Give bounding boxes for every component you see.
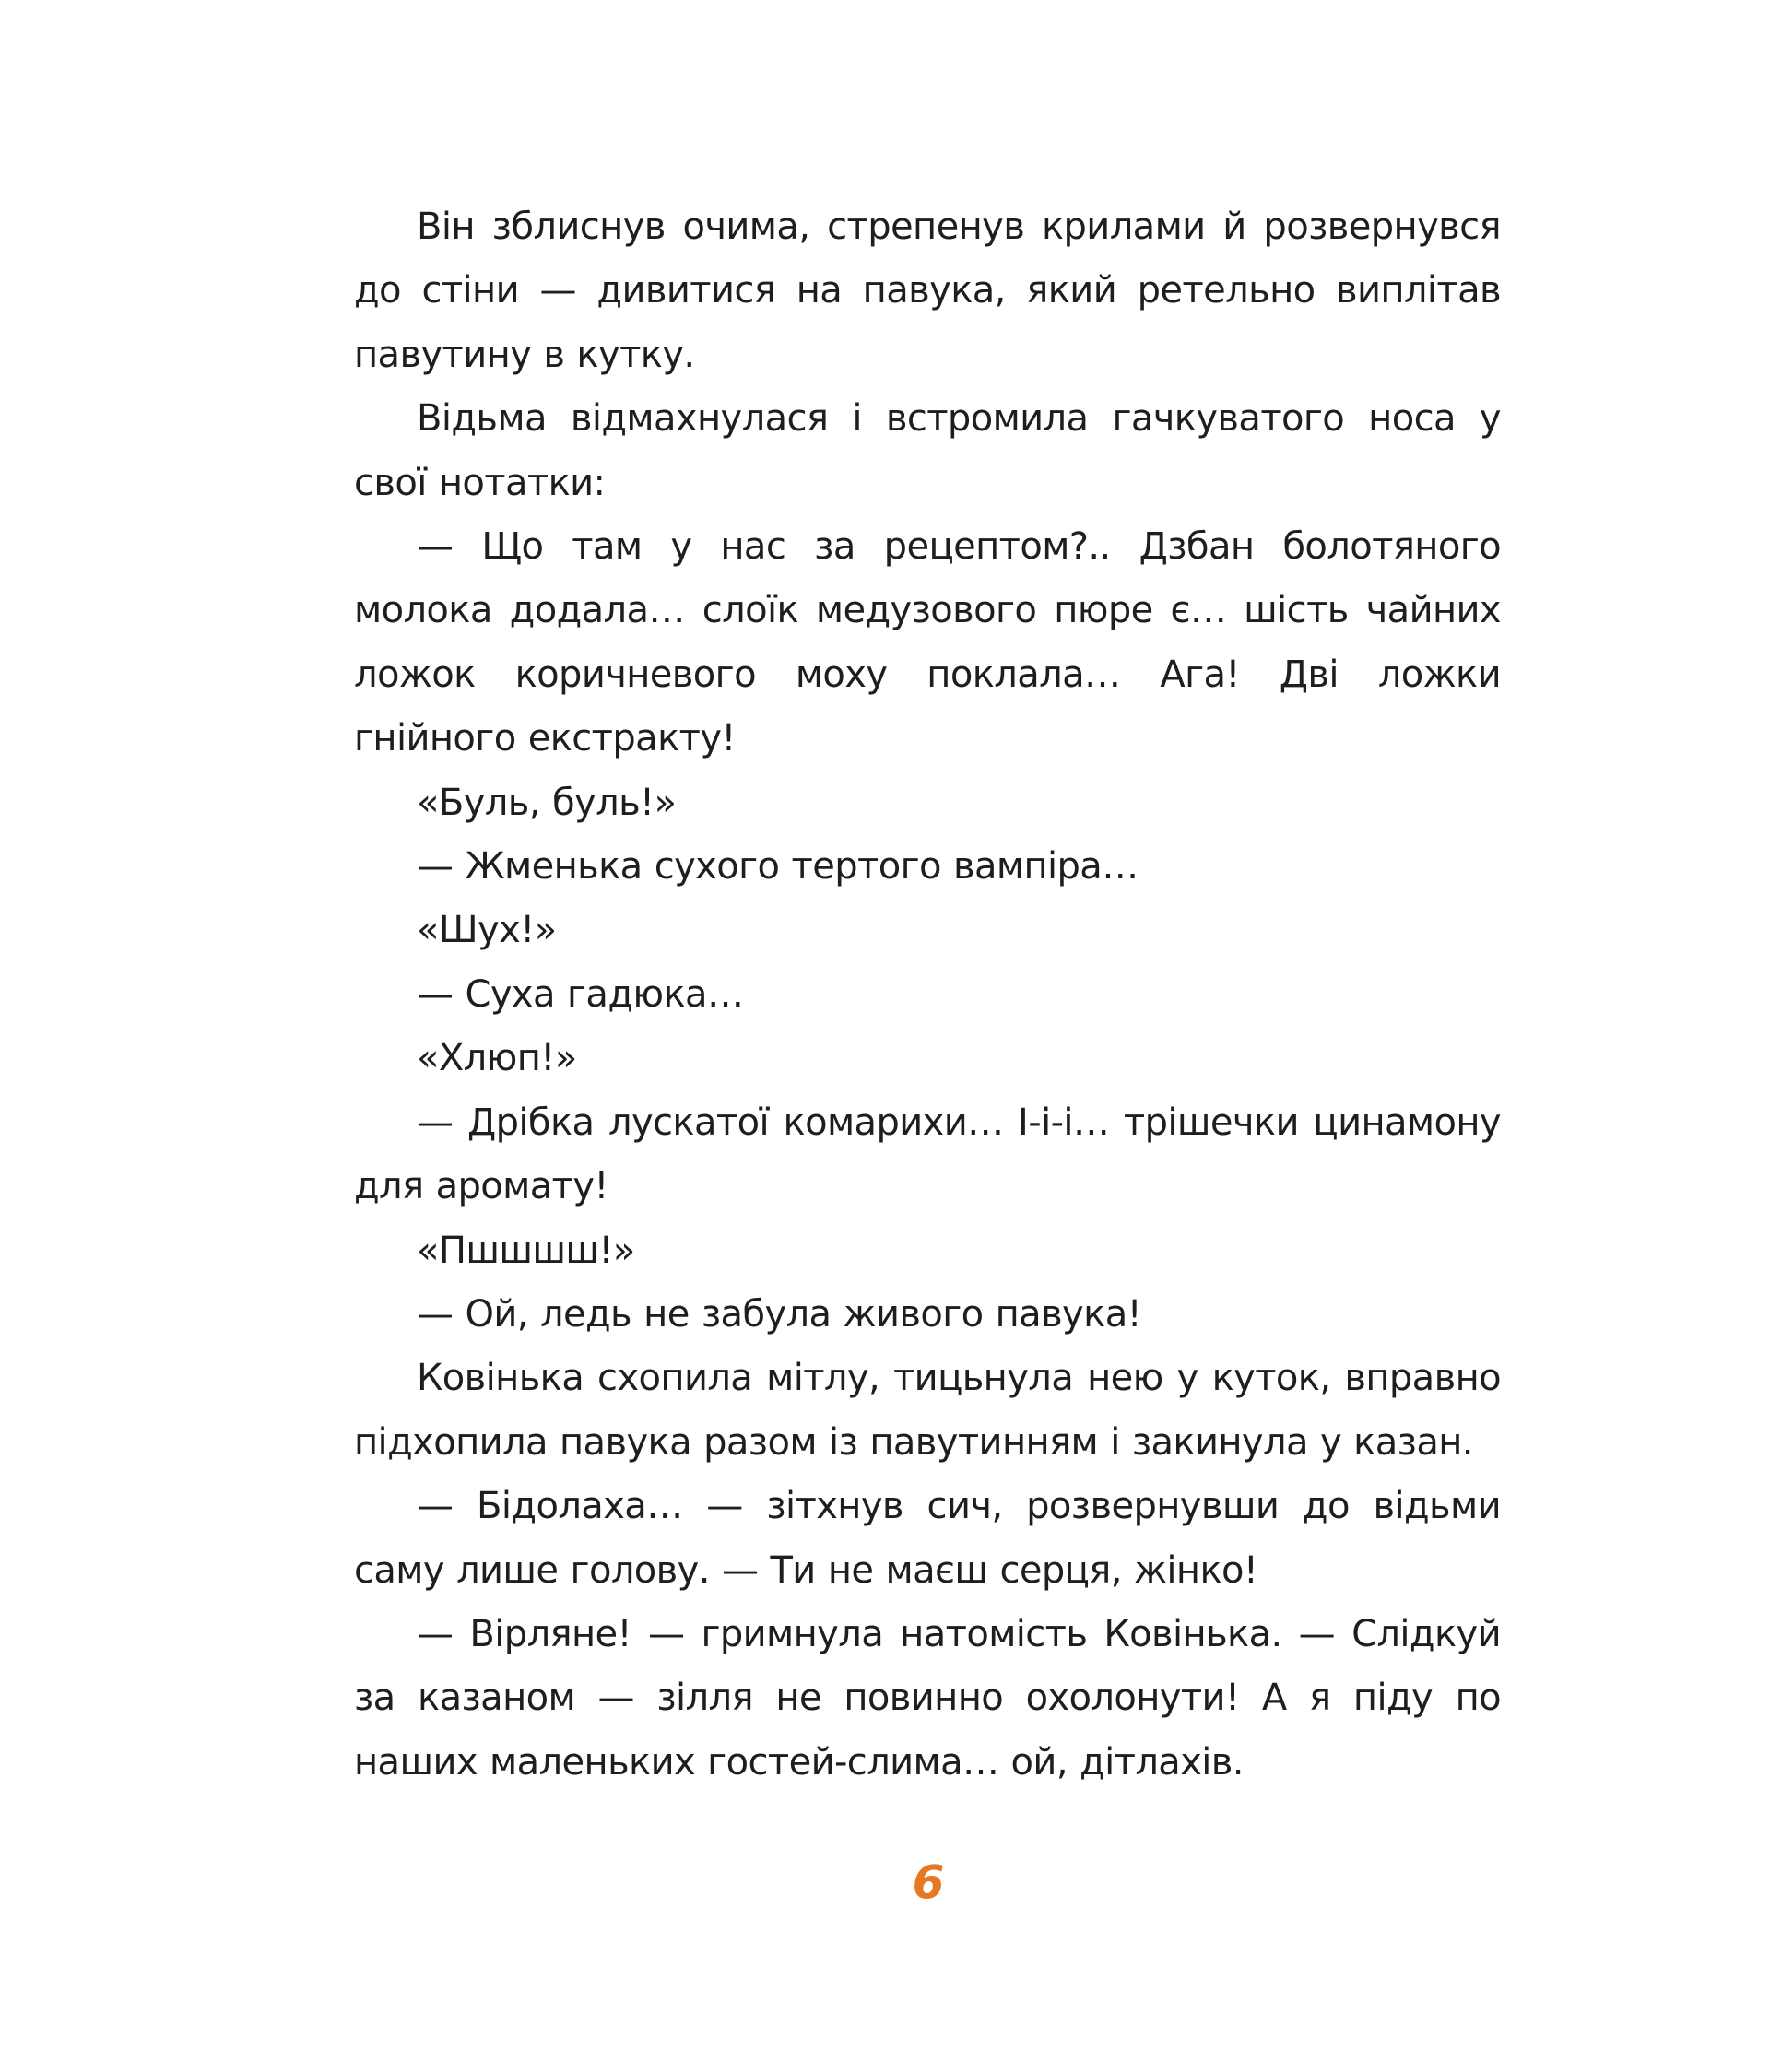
paragraph: — Ой, ледь не забула живого павука! (417, 1292, 1142, 1336)
paragraph: — Бідолаха… — зітхнув сич, розвернувши до відьми саму лише голову. — Ти не маєш серця, жінко! (354, 1485, 1501, 1592)
paragraph: «Буль, буль!» (417, 781, 677, 824)
paragraph: Відьма відмахнулася і встромила гачкуватого носа у свої нотатки: (354, 397, 1501, 504)
paragraph: — Що там у нас за рецептом?.. Дзбан болотяного молока додала… слоїк медузового пюре є… шість чайних ложок коричневого моху поклала… Ага! Дві ложки гнійного екстракту! (354, 525, 1501, 760)
paragraph: «Шух!» (417, 909, 557, 952)
paragraph: «Хлюп!» (417, 1037, 577, 1080)
paragraph: Ковінька схопила мітлу, тицьнула нею у куток, вправно підхопила павука разом із павутинням і закинула у казан. (354, 1357, 1501, 1464)
paragraph: — Дрібка лускатої комарихи… І-і-і… трішечки цинамону для аромату! (354, 1101, 1501, 1208)
paragraph: Він зблиснув очима, стрепенув крилами й розвернувся до стіни — дивитися на павука, який ретельно виплітав павутину в кутку. (354, 206, 1501, 376)
body-text (354, 195, 1501, 1795)
paragraph: — Вірляне! — гримнула натомість Ковінька. — Слідкуй за казаном — зілля не повинно охолонути! А я піду по наших маленьких гостей-слима… ой, дітлахів. (354, 1612, 1501, 1784)
paragraph: — Жменька сухого тертого вампіра… (417, 845, 1139, 889)
paragraph: «Пшшшш!» (417, 1229, 635, 1272)
paragraph: — Суха гадюка… (417, 972, 744, 1016)
page-number: 6 (912, 1855, 945, 1909)
